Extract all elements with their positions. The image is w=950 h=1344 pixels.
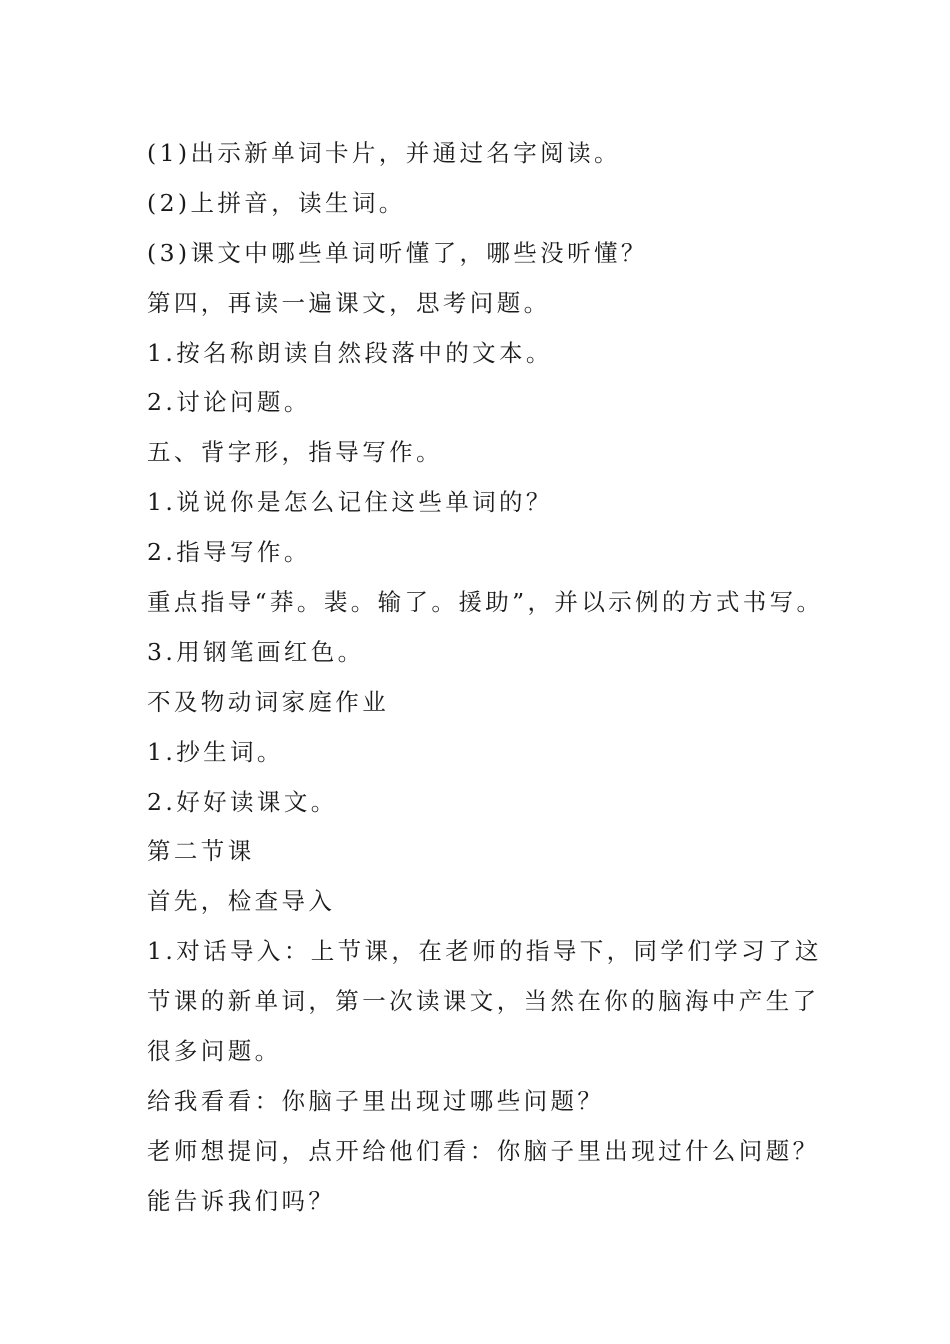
text-line-17: 1.对话导入：上节课，在老师的指导下，同学们学习了这 xyxy=(147,937,822,966)
text-line-21: 老师想提问，点开给他们看：你脑子里出现过什么问题？ xyxy=(147,1136,820,1165)
text-line-22: 能告诉我们吗？ xyxy=(147,1186,336,1215)
section-heading-5: 五、背字形，指导写作。 xyxy=(147,438,443,467)
section-heading-1: 首先，检查导入 xyxy=(147,887,336,916)
text-line-5: 1.按名称朗读自然段落中的文本。 xyxy=(147,338,553,367)
text-line-13: 1.抄生词。 xyxy=(147,737,284,766)
text-line-3: (3)课文中哪些单词听懂了，哪些没听懂？ xyxy=(147,238,648,267)
text-line-18: 节课的新单词，第一次读课文，当然在你的脑海中产生了 xyxy=(147,987,820,1016)
text-line-14: 2.好好读课文。 xyxy=(147,787,338,816)
text-line-11: 3.用钢笔画红色。 xyxy=(147,637,365,666)
section-heading-4: 第四，再读一遍课文，思考问题。 xyxy=(147,288,551,317)
text-line-1: (1)出示新单词卡片，并通过名字阅读。 xyxy=(147,139,621,167)
text-line-9: 2.指导写作。 xyxy=(147,538,311,567)
text-line-19: 很多问题。 xyxy=(147,1037,282,1066)
document-body xyxy=(147,129,824,1227)
lesson-heading: 第二节课 xyxy=(147,837,255,866)
text-line-20: 给我看看：你脑子里出现过哪些问题？ xyxy=(147,1086,605,1115)
text-line-10: 重点指导“莽。裴。输了。援助”，并以示例的方式书写。 xyxy=(147,588,824,617)
homework-heading: 不及物动词家庭作业 xyxy=(147,687,390,716)
text-line-6: 2.讨论问题。 xyxy=(147,388,311,417)
text-line-8: 1.说说你是怎么记住这些单词的？ xyxy=(147,488,553,517)
text-line-2: (2)上拼音，读生词。 xyxy=(147,188,406,217)
